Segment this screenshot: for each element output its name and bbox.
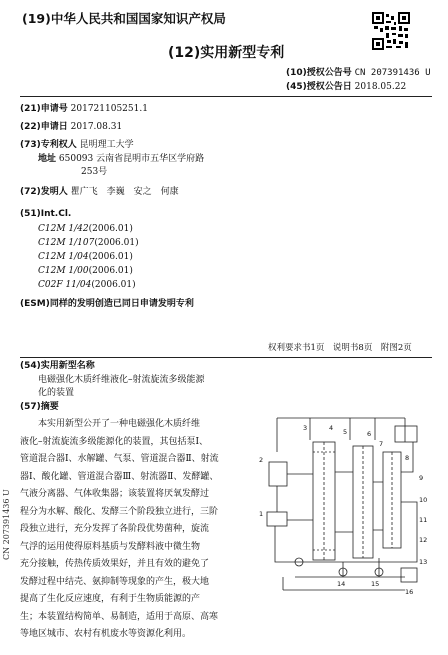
publication-number-label: (10)授权公告号: [286, 68, 352, 78]
class-row: [38, 265, 133, 277]
intcl-label: (51)Int.Cl.: [20, 209, 72, 219]
inventors-label: (72)发明人: [20, 187, 68, 197]
abstract-line: 液化–射流旋流多级能源化的装置，其包括泵Ⅰ、: [20, 436, 209, 447]
figure-labels: [255, 412, 435, 600]
abstract-line: 生；本装置结构简单、易制造，适用于高原、高寒: [20, 611, 219, 622]
abstract-label: (57)摘要: [20, 402, 59, 412]
abstract-line: 管道混合器Ⅰ、水解罐、气泵、管道混合器Ⅱ、射流: [20, 454, 219, 464]
abstract-line: 本实用新型公开了一种电磁强化木质纤维: [38, 419, 201, 429]
abstract-line: 气浮的运用使得原料基质与发酵料液中微生物: [20, 541, 201, 552]
class-code: C12M 1/42: [38, 224, 89, 234]
figure-label: 4: [329, 424, 334, 432]
figure-label: 7: [379, 440, 384, 448]
filing-date-row: [20, 121, 122, 133]
class-year: (2006.01): [91, 280, 136, 290]
figure-label: 15: [371, 580, 380, 588]
figure-label: 14: [337, 580, 346, 588]
abstract-line: 发酵过程中结壳、氨抑制等现象的产生，极大地: [20, 576, 210, 587]
publication-number: CN 207391436 U: [354, 68, 431, 78]
side-publication-number: CN 207391436 U: [2, 489, 11, 560]
inventors-row: [20, 186, 179, 198]
utility-model-title: 电磁强化木质纤维液化–射流旋流多级能源: [38, 375, 205, 385]
address-label: 地址: [38, 154, 57, 164]
abstract-text: [20, 416, 244, 644]
publication-date-label: (45)授权公告日: [286, 82, 352, 92]
figure-label: 1: [259, 510, 264, 518]
figure-label: 12: [419, 536, 428, 544]
class-year: (2006.01): [88, 252, 133, 262]
class-row: [38, 251, 133, 263]
class-code: C12M 1/00: [38, 266, 89, 276]
application-number-row: [20, 103, 148, 115]
address-line2: 253号: [81, 167, 108, 177]
class-row: [38, 223, 133, 235]
patentee: 昆明理工大学: [79, 140, 134, 150]
document-type: (12)实用新型专利: [168, 45, 285, 61]
figure-label: 11: [419, 516, 428, 524]
inventors: 瞿广飞 李巍 安之 何康: [70, 187, 179, 197]
qr-code: [372, 12, 410, 50]
class-year: (2006.01): [88, 266, 133, 276]
abstract-line: 气液分离器、气体收集器；该装置将厌氧发酵过: [20, 489, 210, 499]
abstract-line: 提高了生化反应速度，有利于生物质能源的产: [20, 594, 201, 604]
patentee-row: [20, 139, 134, 151]
class-row: [38, 237, 139, 249]
figure-label: 2: [259, 456, 264, 464]
figure-label: 6: [367, 430, 372, 438]
address-row: [38, 153, 204, 165]
abstract-line: 段独立进行，充分发挥了各阶段优势菌种，旋流: [20, 524, 210, 534]
abstract-line: 等地区城市、农村有机废水等资源化利用。: [20, 629, 192, 639]
title-label: (54)实用新型名称: [20, 361, 95, 371]
header-rule: [20, 96, 432, 97]
class-code: C12M 1/04: [38, 252, 89, 262]
class-code: C02F 11/04: [38, 280, 92, 290]
figure-label: 8: [405, 454, 410, 462]
class-code: C12M 1/107: [38, 238, 95, 248]
figure-label: 3: [303, 424, 308, 432]
figure-label: 5: [343, 428, 348, 436]
address-line1: 650093 云南省昆明市五华区学府路: [58, 154, 205, 164]
esm-note: (ESM)同样的发明创造已同日申请发明专利: [20, 299, 194, 309]
utility-model-title: 化的装置: [38, 388, 75, 398]
section-rule: [20, 357, 432, 358]
figure-label: 9: [419, 474, 424, 482]
class-row: [38, 279, 136, 291]
publication-number-row: [286, 67, 431, 79]
class-year: (2006.01): [88, 224, 133, 234]
publication-date: 2018.05.22: [354, 82, 407, 92]
class-year: (2006.01): [94, 238, 139, 248]
figure-label: 13: [419, 558, 428, 566]
publication-date-row: [286, 81, 406, 93]
patentee-label: (73)专利权人: [20, 140, 77, 150]
filing-date: 2017.08.31: [70, 122, 123, 132]
figure-label: 10: [419, 496, 428, 504]
office-name: (19)中华人民共和国国家知识产权局: [22, 11, 226, 26]
application-number: 201721105251.1: [70, 104, 148, 114]
filing-date-label: (22)申请日: [20, 122, 68, 132]
abstract-line: 充分接触，传热传质效果好，并且有效的避免了: [20, 559, 210, 569]
figure-label: 16: [405, 588, 414, 596]
abstract-line: 器Ⅰ、酸化罐、管道混合器Ⅲ、射流器Ⅱ、发酵罐、: [20, 471, 219, 482]
page-count: 权利要求书1页 说明书8页 附图2页: [268, 343, 412, 353]
abstract-line: 程分为水解、酸化、发酵三个阶段独立进行，三阶: [20, 506, 219, 517]
application-number-label: (21)申请号: [20, 104, 68, 114]
